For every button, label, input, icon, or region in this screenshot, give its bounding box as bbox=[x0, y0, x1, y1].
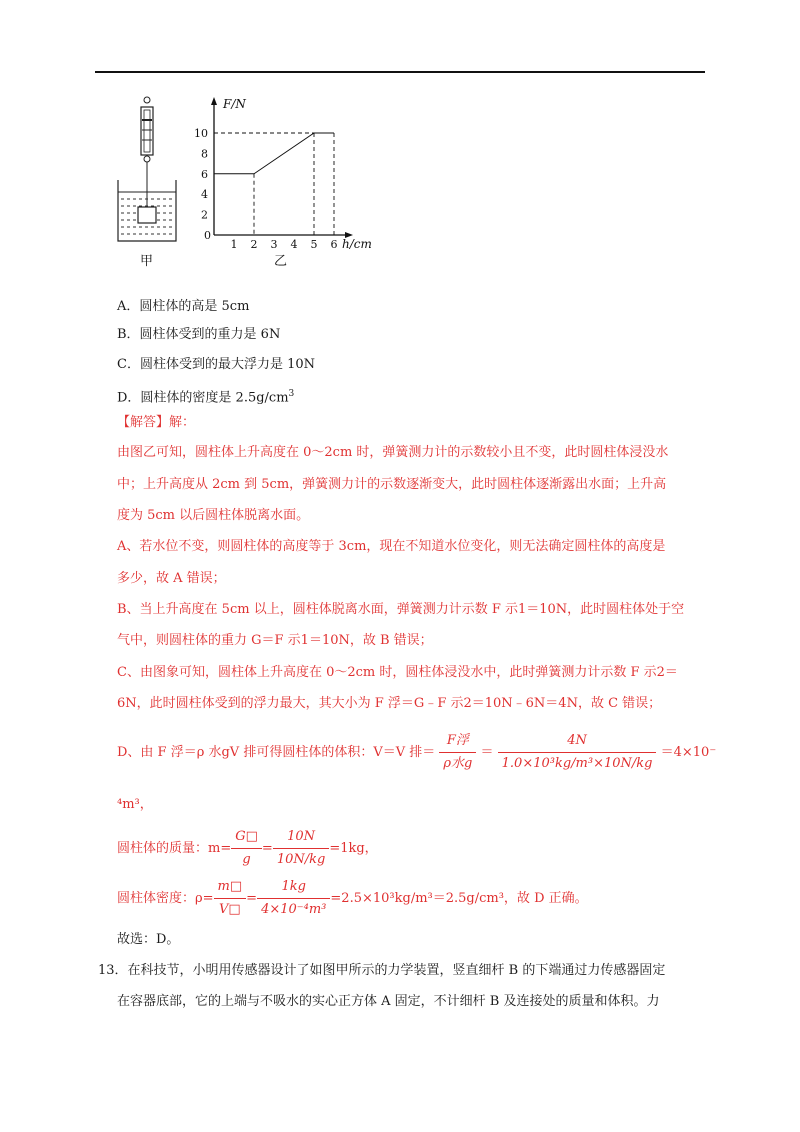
answer-pb-l2: 气中，则圆柱体的重力 G＝F 示1＝10N，故 B 错误； bbox=[117, 633, 433, 648]
dens-post: =2.5×10³kg/m³＝2.5g/cm³，故 D 正确。 bbox=[330, 891, 588, 906]
dens-f1-den: V□ bbox=[219, 902, 241, 917]
pd-frac2-den: 1.0×10³kg/m³×10N/kg bbox=[501, 756, 653, 771]
answer-density bbox=[117, 876, 588, 921]
mass-fraction-2 bbox=[273, 826, 330, 871]
mass-pre: 圆柱体的质量：m= bbox=[117, 841, 232, 856]
apparatus-jia bbox=[118, 97, 176, 269]
y-tick-label: 4 bbox=[201, 188, 208, 202]
pd-fraction-1 bbox=[439, 730, 476, 775]
header-rule bbox=[95, 71, 705, 73]
y-tick-label: 10 bbox=[194, 127, 208, 140]
option-c: C．圆柱体受到的最大浮力是 10N bbox=[117, 357, 315, 372]
dens-f1-num: m□ bbox=[214, 876, 247, 899]
answer-pd-l2: ⁴m³， bbox=[117, 797, 153, 812]
answer-heading: 【解答】解： bbox=[117, 415, 196, 430]
option-a: A．圆柱体的高是 5cm bbox=[117, 299, 250, 314]
dens-f2-den: 4×10⁻⁴m³ bbox=[261, 902, 327, 917]
y-tick-label: 8 bbox=[201, 147, 208, 161]
mass-eq: = bbox=[261, 841, 273, 856]
pd-post: ＝4×10⁻ bbox=[660, 745, 717, 760]
mass-f2-num: 10N bbox=[273, 826, 330, 849]
answer-pb-l1: B、当上升高度在 5cm 以上，圆柱体脱离水面，弹簧测力计示数 F 示1＝10N，此时圆柱体处于空 bbox=[117, 602, 685, 617]
x-axis-label: h/cm bbox=[342, 237, 372, 251]
x-tick-label: 5 bbox=[310, 238, 318, 251]
dens-eq: = bbox=[246, 891, 258, 906]
figure bbox=[110, 95, 380, 274]
mass-f1-den: g bbox=[242, 852, 251, 867]
option-d-sup: 3 bbox=[288, 389, 295, 399]
dens-pre: 圆柱体密度：ρ= bbox=[117, 891, 214, 906]
answer-pd-l1 bbox=[117, 730, 716, 775]
dens-fraction-1 bbox=[214, 876, 247, 921]
x-tick-label: 6 bbox=[330, 238, 338, 251]
pd-eq: ＝ bbox=[480, 745, 494, 760]
option-d bbox=[117, 385, 294, 407]
x-tick-label: 3 bbox=[270, 238, 278, 251]
q13-line-1: 13．在科技节，小明用传感器设计了如图甲所示的力学装置，竖直细杆 B 的下端通过力传感器固定 bbox=[98, 963, 666, 978]
force-line bbox=[214, 133, 334, 174]
pd-pre: D、由 F 浮＝ρ 水gV 排可得圆柱体的体积：V＝V 排＝ bbox=[117, 745, 436, 760]
y-axis-label: F/N bbox=[223, 97, 246, 111]
pd-frac2-num: 4N bbox=[498, 730, 657, 753]
q13-line-2: 在容器底部，它的上端与不吸水的实心正方体 A 固定，不计细杆 B 及连接处的质量和体积。力 bbox=[117, 994, 660, 1009]
x-tick-label: 4 bbox=[290, 238, 298, 251]
figure-svg bbox=[110, 95, 380, 270]
mass-fraction-1 bbox=[231, 826, 262, 871]
answer-choose: 故选：D。 bbox=[117, 932, 180, 947]
pd-frac1-den: ρ水g bbox=[443, 756, 473, 771]
y-tick-label: 2 bbox=[201, 208, 208, 222]
origin-label: 0 bbox=[204, 229, 211, 242]
dens-f2-num: 1kg bbox=[257, 876, 330, 899]
dens-fraction-2 bbox=[257, 876, 330, 921]
y-tick-label: 6 bbox=[201, 167, 208, 181]
x-tick-label: 1 bbox=[230, 238, 238, 251]
option-d-text: D．圆柱体的密度是 2.5g/cm bbox=[117, 390, 289, 406]
graph-yi bbox=[194, 97, 372, 269]
answer-pa-l2: 多少，故 A 错误； bbox=[117, 571, 226, 586]
jia-label: 甲 bbox=[140, 254, 154, 269]
answer-p1-l1: 由图乙可知，圆柱体上升高度在 0～2cm 时，弹簧测力计的示数较小且不变，此时圆柱体浸没水 bbox=[117, 445, 669, 460]
answer-pa-l1: A、若水位不变，则圆柱体的高度等于 3cm，现在不知道水位变化，则无法确定圆柱体的高度是 bbox=[117, 539, 666, 554]
pd-fraction-2 bbox=[498, 730, 657, 775]
mass-f1-num: G□ bbox=[231, 826, 262, 849]
yi-label: 乙 bbox=[274, 254, 288, 269]
answer-pc-l2: 6N，此时圆柱体受到的浮力最大，其大小为 F 浮＝G﹣F 示2＝10N﹣6N＝4N，故 C 错误； bbox=[117, 696, 662, 711]
option-b: B．圆柱体受到的重力是 6N bbox=[117, 327, 281, 342]
mass-f2-den: 10N/kg bbox=[276, 852, 326, 867]
answer-p1-l3: 度为 5cm 以后圆柱体脱离水面。 bbox=[117, 508, 310, 523]
answer-mass bbox=[117, 826, 378, 871]
answer-pc-l1: C、由图象可知，圆柱体上升高度在 0～2cm 时，圆柱体浸没水中，此时弹簧测力计示数 F 示2＝ bbox=[117, 665, 678, 680]
x-tick-label: 2 bbox=[250, 238, 258, 251]
answer-p1-l2: 中；上升高度从 2cm 到 5cm，弹簧测力计的示数逐渐变大，此时圆柱体逐渐露出水面；上升高 bbox=[117, 477, 667, 492]
pd-frac1-num: F浮 bbox=[439, 730, 476, 753]
mass-post: =1kg， bbox=[329, 841, 378, 856]
